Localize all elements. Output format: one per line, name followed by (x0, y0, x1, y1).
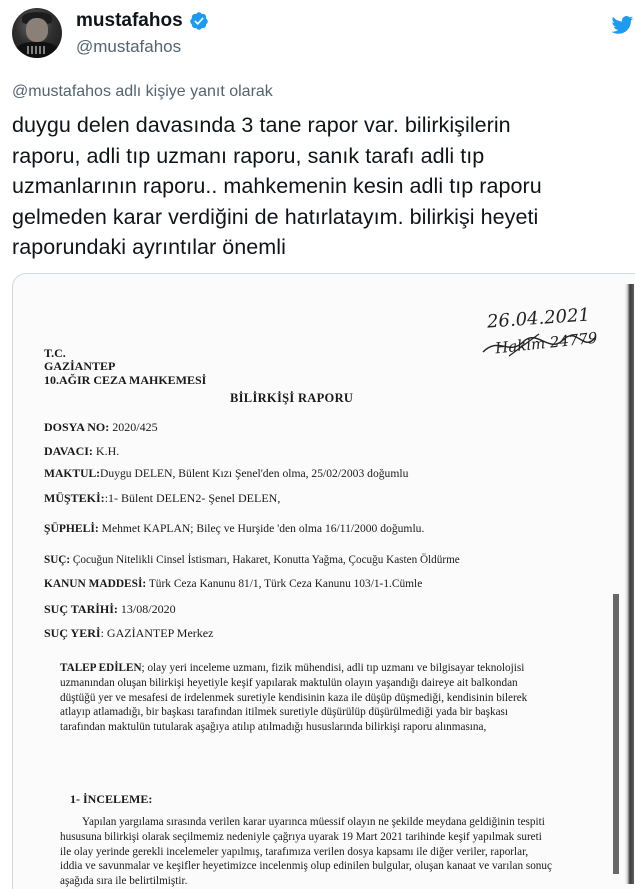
field-value: Çocuğun Nitelikli Cinsel İstismarı, Hakaret, Konutta Yağma, Çocuğu Kasten Öldürme (70, 554, 460, 566)
tweet-line: raporu, adli tıp uzmanı raporu, sanık tarafı adli tıp (12, 143, 485, 168)
field-label: DAVACI: (44, 444, 93, 458)
avatar[interactable] (12, 8, 62, 58)
handwritten-note: Hakim 24779 (494, 328, 599, 358)
inceleme-line: ile olay yerinde gerekli incelemeler yapılmış, tarafımıza verilen dosya kapsamı ile diğer veriler, raporlar, (60, 845, 529, 858)
court-line-court: 10.AĞIR CEZA MAHKEMESİ (44, 373, 207, 387)
field-value: : GAZİANTEP Merkez (100, 626, 214, 640)
field-value: :1- Bülent DELEN2- Şenel DELEN, (104, 491, 281, 505)
field-value: K.H. (92, 444, 120, 458)
display-name[interactable]: mustafahos (76, 10, 183, 31)
field-suc (44, 554, 460, 566)
talep-paragraph (60, 661, 615, 735)
user-handle[interactable]: @mustafahos (76, 37, 182, 56)
field-label: DOSYA NO: (44, 420, 110, 434)
field-label: SUÇ: (44, 554, 71, 566)
tweet-line: raporundaki ayrıntılar önemli (12, 235, 286, 259)
tweet-header (0, 0, 635, 75)
field-label: KANUN MADDESİ: (44, 578, 147, 590)
scanned-document (13, 274, 635, 889)
tweet-line: uzmanlarının raporu.. mahkemenin kesin adli tıp raporu (12, 174, 542, 198)
field-value: 13/08/2020 (117, 602, 176, 616)
field-davaci (44, 444, 119, 459)
reply-context[interactable]: @mustafahos adlı kişiye yanıt olarak (12, 83, 273, 100)
field-maktul (44, 467, 408, 480)
talep-line: uzmanından oluşan bilirkişi heyetiyle keşif yapılarak maktulün olayın yaşandığı daireye ait balkondan (60, 676, 518, 689)
tweet-line: duygu delen davasında 3 tane rapor var. bilirkişilerin (12, 113, 511, 137)
tweet-text (12, 110, 624, 263)
section-title-inceleme: 1- İNCELEME: (70, 792, 153, 806)
field-label: MAKTUL: (44, 467, 101, 480)
field-kanun-maddesi (44, 578, 422, 590)
field-supheli (44, 522, 424, 535)
field-label: MÜŞTEKİ: (44, 491, 105, 505)
handwritten-date: 26.04.2021 (486, 304, 591, 333)
field-musteki (44, 491, 280, 506)
talep-line: atlayıp atlamadığı, bir başkası tarafından itilmek suretiyle düşürülüp düşürülmediği yada bir başkası (60, 706, 509, 719)
tweet-media-image[interactable] (12, 273, 635, 889)
signature-scribble (479, 332, 599, 358)
twitter-bird-icon[interactable] (610, 14, 635, 36)
talep-line: TALEP EDİLEN; olay yeri inceleme uzmanı, fizik mühendisi, adli tıp uzmanı ve bilgisayar teknolojisi (60, 662, 525, 674)
talep-label: TALEP EDİLEN (60, 662, 142, 674)
document-title: BİLİRKİŞİ RAPORU (230, 391, 354, 405)
field-dosya-no (44, 420, 158, 435)
inceleme-line: hususuna bilirkişi olarak seçilmemiz nedeniyle çağrıya uyarak 19 Mart 2021 tarihinde keşif yapılmak sureti (60, 830, 542, 843)
field-value: 2020/425 (109, 420, 158, 434)
field-suc-tarihi (44, 602, 176, 617)
court-line-city: GAZİANTEP (44, 359, 116, 373)
court-line-tc: T.C. (44, 346, 66, 360)
talep-line: düştüğü yer ve mesafesi de irdelenmek suretiyle kendisinin kaza ile düşüp düşmediği, kendisinin bilerek (60, 691, 528, 704)
field-suc-yeri (44, 626, 213, 641)
field-label: SUÇ TARİHİ: (44, 602, 118, 616)
inceleme-paragraph (60, 815, 615, 889)
inceleme-line: aşağıda sıra ile belirtilmiştir. (60, 875, 188, 888)
tweet-line: gelmeden karar verdiğini de hatırlatayım. bilirkişi heyeti (12, 204, 539, 229)
inceleme-line: Yapılan yargılama sırasında verilen karar uyarınca müessif olayın ne şekilde meydana geldiğinin tespiti (82, 816, 545, 828)
field-value: Mehmet KAPLAN; Bileç ve Hurşide 'den olma 16/11/2000 doğumlu. (98, 522, 425, 535)
name-row (76, 10, 209, 32)
field-label: ŞÜPHELİ: (44, 522, 99, 535)
field-value: Duygu DELEN, Bülent Kızı Şenel'den olma, 25/02/2003 doğumlu (100, 467, 409, 480)
scan-edge (624, 284, 634, 884)
field-value: Türk Ceza Kanunu 81/1, Türk Ceza Kanunu 103/1-1.Cümle (146, 578, 423, 590)
inceleme-line: iddia ve savunmalar ve keşifler heyetimizce incelenmiş olup edinilen bulgular, oluşan kanaat ve varılan sonuç (60, 860, 552, 873)
talep-line: tarafından maktulün tutularak aşağıya atılıp atılmadığı hususlarında bilirkişi raporu alınmasına, (60, 721, 487, 734)
verified-badge-icon (189, 11, 209, 31)
field-label: SUÇ YERİ (44, 626, 101, 640)
